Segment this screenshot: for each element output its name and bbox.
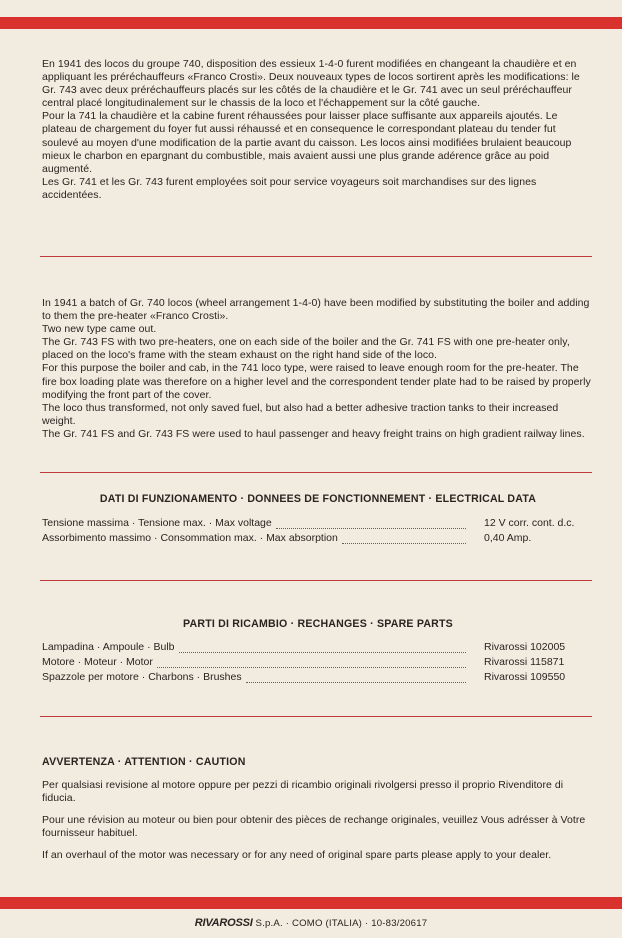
english-paragraph-5: The loco thus transformed, not only saved fuel, but also had a better adhesive traction tanks to their increased weight.: [42, 401, 559, 427]
dot-leader: [246, 674, 466, 683]
spare-part-row-bulb: [42, 641, 594, 655]
english-text: [42, 297, 594, 441]
row-label: Tensione massima · Tensione max. · Max voltage: [42, 517, 272, 529]
french-text: [42, 58, 594, 202]
row-value: Rivarossi 115871: [484, 656, 565, 668]
caution-paragraph-english: If an overhaul of the motor was necessary or for any need of original spare parts please apply to your dealer.: [42, 849, 552, 862]
divider: [40, 472, 592, 473]
spare-part-row-brushes: [42, 671, 594, 685]
dot-leader: [342, 535, 466, 544]
spare-parts-title: PARTI DI RICAMBIO · RECHANGES · SPARE PARTS: [183, 618, 453, 630]
bottom-red-bar: [0, 897, 622, 909]
french-paragraph-3: Les Gr. 741 et les Gr. 743 furent employées soit pour service voyageurs soit marchandises sur des lignes accidentées.: [42, 175, 537, 201]
caution-text: [42, 779, 594, 871]
row-label: Lampadina · Ampoule · Bulb: [42, 641, 175, 653]
english-paragraph-2: Two new type came out.: [42, 323, 157, 336]
electrical-row-absorption: [42, 532, 594, 546]
french-paragraph-1: En 1941 des locos du groupe 740, disposition des essieux 1-4-0 furent modifiées en changeant la chaudière et en appliquant les préréchauffeurs «Franco Crosti». Deux nouveaux types de locos sortirent après les modifications: le Gr. 743 avec deux préréchauffeurs placés sur les côtés de la chaudière et le Gr. 741 avec un seul préréchauffeur central placé longitudinalement sur le chassis de la loco et l'échappement sur la côté gauche.: [42, 58, 580, 110]
dot-leader: [179, 644, 467, 653]
rivarossi-logo: RIVAROSSI: [194, 917, 253, 929]
dot-leader: [157, 659, 466, 668]
divider: [40, 716, 592, 717]
row-value: Rivarossi 109550: [484, 671, 566, 683]
electrical-row-voltage: [42, 517, 594, 531]
footer-text: S.p.A. · COMO (ITALIA) · 10-83/20617: [255, 918, 428, 929]
english-paragraph-1: In 1941 a batch of Gr. 740 locos (wheel arrangement 1-4-0) have been modified by substituting the boiler and adding to them the pre-heater «Franco Crosti».: [42, 297, 590, 323]
row-value: 0,40 Amp.: [484, 532, 532, 544]
row-label: Spazzole per motore · Charbons · Brushes: [42, 671, 242, 683]
electrical-data-title: DATI DI FUNZIONAMENTO · DONNEES DE FONCTIONNEMENT · ELECTRICAL DATA: [99, 493, 537, 505]
caution-paragraph-french: Pour une révision au moteur ou bien pour obtenir des pièces de rechange originales, veuillez Vous adrésser à Votre fournisseur habituel.: [42, 814, 586, 840]
top-red-bar: [0, 17, 622, 29]
row-label: Assorbimento massimo · Consommation max. · Max absorption: [42, 532, 338, 544]
divider: [40, 256, 592, 257]
caution-title: AVVERTENZA · ATTENTION · CAUTION: [42, 756, 246, 768]
spare-part-row-motor: [42, 656, 594, 670]
english-paragraph-4: For this purpose the boiler and cab, in the 741 loco type, were raised to leave enough room for the pre-heater. The fire box loading plate was therefore on a higher level and the correspondent tender plate had to be raised by properly modifying the front part of the cover.: [42, 362, 591, 401]
english-paragraph-6: The Gr. 741 FS and Gr. 743 FS were used to haul passenger and heavy freight trains on high gradient railway lines.: [42, 427, 585, 440]
divider: [40, 580, 592, 581]
row-value: Rivarossi 102005: [484, 641, 566, 653]
footer: [0, 917, 622, 929]
dot-leader: [276, 520, 466, 529]
row-label: Motore · Moteur · Motor: [42, 656, 153, 668]
english-paragraph-3: The Gr. 743 FS with two pre-heaters, one on each side of the boiler and the Gr. 741 FS with one pre-heater only, placed on the loco's frame with the steam exhaust on the right hand side of the loco.: [42, 336, 570, 362]
row-value: 12 V corr. cont. d.c.: [484, 517, 575, 529]
french-paragraph-2: Pour la 741 la chaudière et la cabine furent réhaussées pour laisser place suffisante aux appareils ajoutés. Le plateau de chargement du foyer fut aussi réhaussé et en consequence le correspondant plateau du tender fut soulevé au moyen d'une modification de la partie avant du caisson. Les locos ainsi modifiées brulaient beaucoup mieux le charbon en epargnant du combustible, mais avaient aussi une plus grande adérence grâce au poid augmenté.: [42, 110, 572, 175]
caution-paragraph-italian: Per qualsiasi revisione al motore oppure per pezzi di ricambio originali rivolgersi presso il proprio Rivenditore di fiducia.: [42, 779, 564, 805]
